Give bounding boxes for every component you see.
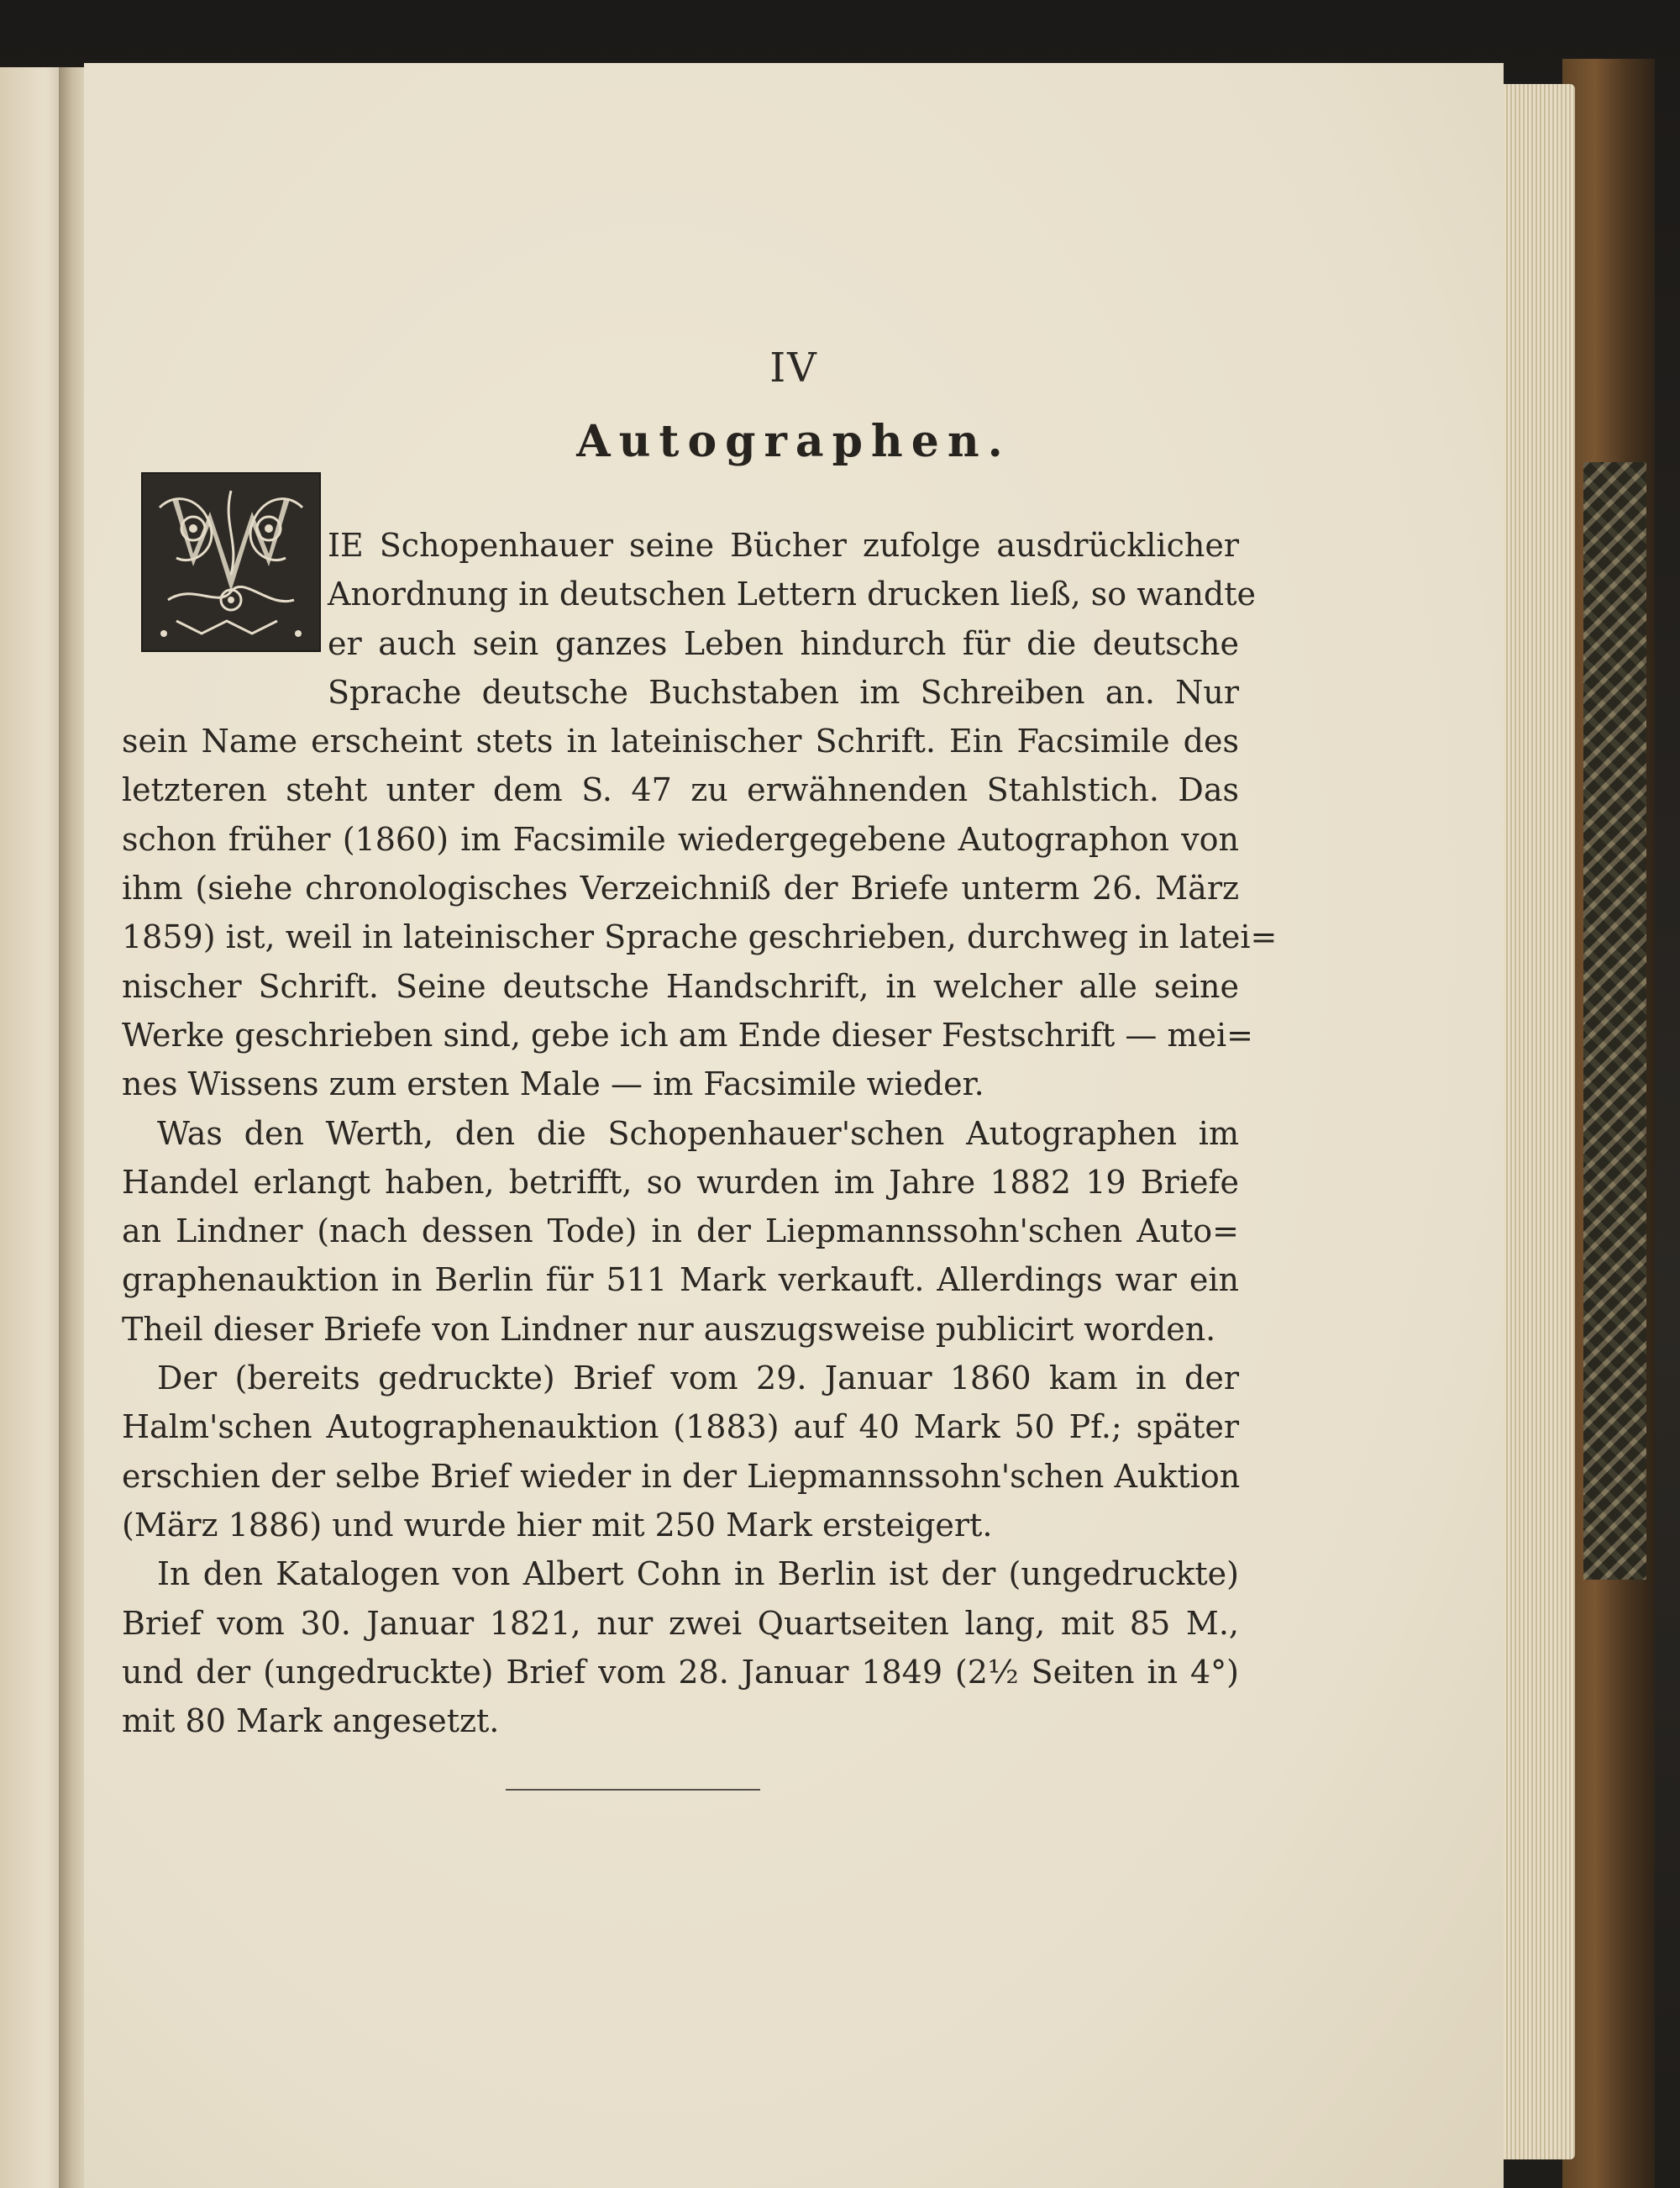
text-line: Halm'schen Autographenauktion (1883) auf 40 Mark 50 Pf.; später — [122, 1408, 1239, 1446]
text-line: Anordnung in deutschen Lettern drucken ließ, so wandte — [328, 576, 1256, 613]
text-line: ihm (siehe chronologisches Verzeichniß der Briefe unterm 26. März — [122, 870, 1239, 907]
text-line: Der (bereits gedruckte) Brief vom 29. Januar 1860 kam in der — [157, 1360, 1239, 1397]
section-divider — [506, 1789, 760, 1791]
text-line: an Lindner (nach dessen Tode) in der Liepmannssohn'schen Auto= — [122, 1212, 1239, 1250]
text-line: mit 80 Mark angesetzt. — [122, 1702, 500, 1740]
text-line: IE Schopenhauer seine Bücher zufolge ausdrücklicher — [328, 527, 1239, 564]
text-line: Sprache deutsche Buchstaben im Schreiben an. Nur — [328, 673, 1239, 711]
page-edges — [1495, 84, 1575, 2159]
left-page — [0, 67, 66, 2188]
text-line: Theil dieser Briefe von Lindner nur auszugsweise publicirt worden. — [122, 1310, 1216, 1348]
text-line: (März 1886) und wurde hier mit 250 Mark ersteigert. — [122, 1506, 993, 1544]
chapter-title: Autographen. — [576, 416, 1011, 467]
text-line: In den Katalogen von Albert Cohn in Berlin ist der (ungedruckte) — [157, 1555, 1239, 1593]
text-line: nes Wissens zum ersten Male — im Facsimile wieder. — [122, 1065, 984, 1103]
text-line: erschien der selbe Brief wieder in der Liepmannssohn'schen Auktion — [122, 1457, 1241, 1495]
text-line: und der (ungedruckte) Brief vom 28. Januar 1849 (2½ Seiten in 4°) — [122, 1653, 1239, 1691]
text-line: Brief vom 30. Januar 1821, nur zwei Quartseiten lang, mit 85 M., — [122, 1604, 1239, 1642]
text-line: schon früher (1860) im Facsimile wiedergegebene Autographon von — [122, 820, 1239, 858]
text-line: Handel erlangt haben, betrifft, so wurden im Jahre 1882 19 Briefe — [122, 1163, 1239, 1201]
text-line: nischer Schrift. Seine deutsche Handschrift, in welcher alle seine — [122, 967, 1239, 1005]
text-line: er auch sein ganzes Leben hindurch für die deutsche — [328, 624, 1239, 662]
text-line: Werke geschrieben sind, gebe ich am Ende dieser Festschrift — mei= — [122, 1016, 1253, 1054]
body-text — [122, 521, 1278, 1745]
chapter-number: IV — [769, 345, 818, 392]
text-line: Was den Werth, den die Schopenhauer'schen Autographen im — [157, 1114, 1239, 1152]
text-line: letzteren steht unter dem S. 47 zu erwähnenden Stahlstich. Das — [122, 771, 1239, 809]
marbled-cover — [1583, 462, 1646, 1580]
text-line: sein Name erscheint stets in lateinischer Schrift. Ein Facsimile des — [122, 723, 1239, 760]
text-line: graphenauktion in Berlin für 511 Mark verkauft. Allerdings war ein — [122, 1261, 1239, 1299]
text-line: 1859) ist, weil in lateinischer Sprache geschrieben, durchweg in latei= — [122, 918, 1278, 956]
